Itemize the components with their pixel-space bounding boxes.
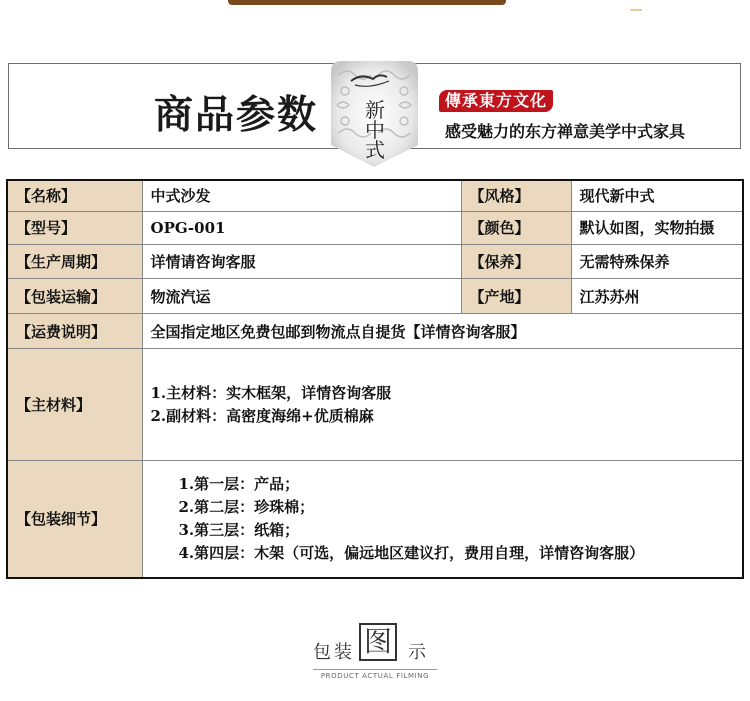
product-params-table bbox=[6, 179, 744, 579]
table-row bbox=[7, 211, 743, 244]
heritage-badge: 傳承東方文化 bbox=[439, 90, 553, 112]
param-label: 【包装细节】 bbox=[7, 460, 142, 578]
material-line: 1.主材料：实木框架，详情咨询客服 bbox=[150, 383, 392, 402]
banner-slogan: 感受魅力的东方禅意美学中式家具 bbox=[445, 122, 686, 141]
param-label: 【产地】 bbox=[461, 278, 571, 313]
packing-line: 1.第一层：产品； bbox=[178, 474, 300, 493]
param-value: 中式沙发 bbox=[142, 180, 461, 211]
table-row bbox=[7, 278, 743, 313]
top-decor-dot bbox=[630, 9, 642, 11]
param-value: 现代新中式 bbox=[571, 180, 743, 211]
packing-line: 4.第四层：木架（可选，偏远地区建议打，费用自理，详情咨询客服） bbox=[178, 543, 645, 562]
heading-suffix: 示 bbox=[408, 642, 426, 663]
heading-divider bbox=[313, 669, 437, 670]
packing-line: 2.第二层：珍珠棉； bbox=[178, 497, 315, 516]
param-label: 【颜色】 bbox=[461, 211, 571, 244]
param-label: 【包装运输】 bbox=[7, 278, 142, 313]
param-label: 【名称】 bbox=[7, 180, 142, 211]
param-label: 【主材料】 bbox=[7, 349, 142, 461]
heading-prefix: 包装 bbox=[313, 642, 355, 663]
table-row bbox=[7, 349, 743, 461]
param-label: 【运费说明】 bbox=[7, 314, 142, 349]
packing-line: 3.第三层：纸箱； bbox=[178, 520, 300, 539]
param-label: 【保养】 bbox=[461, 244, 571, 278]
heading-subtitle: PRODUCT ACTUAL FILMING bbox=[320, 672, 430, 680]
param-value: 详情请咨询客服 bbox=[142, 244, 461, 278]
banner-title: 商品参数 bbox=[154, 92, 319, 138]
top-decor-bar bbox=[228, 0, 506, 5]
param-value: 物流汽运 bbox=[142, 278, 461, 313]
material-line: 2.副材料：高密度海绵+优质棉麻 bbox=[150, 406, 374, 425]
param-label: 【型号】 bbox=[7, 211, 142, 244]
table-row bbox=[7, 244, 743, 278]
params-banner bbox=[8, 63, 741, 162]
table-row bbox=[7, 460, 743, 578]
param-label: 【生产周期】 bbox=[7, 244, 142, 278]
param-value: 全国指定地区免费包邮到物流点自提货【详情咨询客服】 bbox=[142, 314, 743, 349]
section-heading-photos bbox=[0, 620, 750, 690]
param-value: 江苏苏州 bbox=[571, 278, 743, 313]
table-row bbox=[7, 180, 743, 211]
packing-list bbox=[142, 460, 743, 578]
param-value: OPG-001 bbox=[142, 211, 461, 244]
table-row bbox=[7, 314, 743, 349]
param-label: 【风格】 bbox=[461, 180, 571, 211]
param-value: 默认如图，实物拍摄 bbox=[571, 211, 743, 244]
seal-text: 新中式 bbox=[365, 98, 385, 162]
heading-boxed-char: 图 bbox=[359, 623, 397, 661]
param-value: 无需特殊保养 bbox=[571, 244, 743, 278]
material-list bbox=[142, 349, 743, 461]
